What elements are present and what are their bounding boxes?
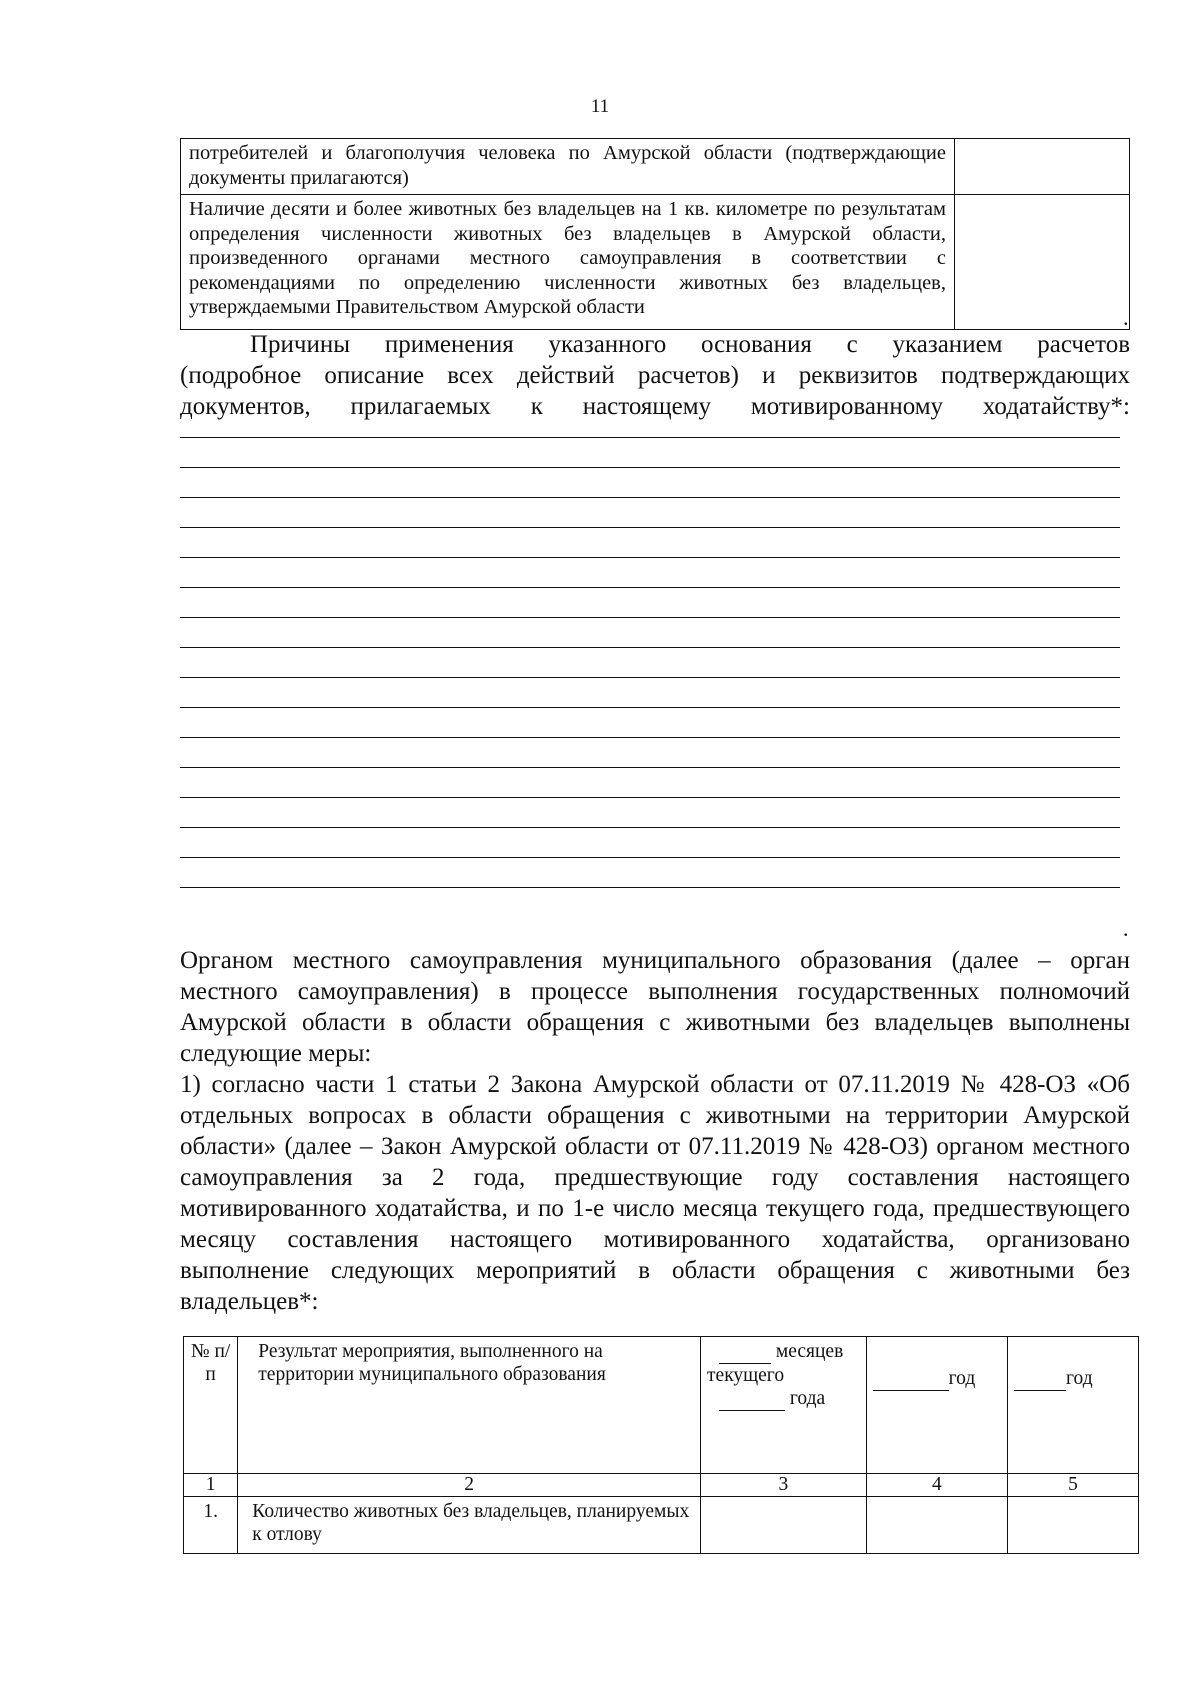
column-number: 3 xyxy=(701,1474,867,1497)
column-number: 1 xyxy=(184,1474,238,1497)
row-value-year4[interactable] xyxy=(866,1497,1007,1554)
header-months: месяцев текущего года xyxy=(701,1337,867,1474)
row-value-year5[interactable] xyxy=(1008,1497,1139,1554)
mark-cell[interactable] xyxy=(955,195,1130,330)
page-number: 11 xyxy=(590,96,610,117)
row-num: 1. xyxy=(184,1497,238,1554)
row-result: Количество животных без владельцев, планируемых к отлову xyxy=(238,1497,701,1554)
item1-paragraph: 1) согласно части 1 статьи 2 Закона Амурской области от 07.11.2019 № 428-ОЗ «Об отдельных вопросах в области обращения с животными на территории Амурской области» (далее – Закон Амурской области от 07.11.2019 № 428-ОЗ) органом местного самоуправления за 2 года, предшествующие году составления настоящего мотивированного ходатайства, и по 1-е число месяца текущего года, предшествующего месяцу составления настоящего мотивированного ходатайства, организовано выполнение следующих мероприятий в области обращения с животными без владельцев*: xyxy=(180,1071,1130,1315)
fill-line[interactable] xyxy=(180,797,1120,798)
reasons-paragraph: Причины применения указанного основания с указанием расчетов (подробное описание всех действий расчетов) и реквизитов подтверждающих документов, прилагаемых к настоящему мотивированному ходатайству*: xyxy=(180,331,1130,420)
fill-line[interactable] xyxy=(180,887,1120,888)
year4-blank[interactable] xyxy=(873,1367,949,1391)
fill-line[interactable] xyxy=(180,767,1120,768)
fill-line[interactable] xyxy=(180,737,1120,738)
fill-line[interactable] xyxy=(180,587,1120,588)
basis-table xyxy=(180,138,1130,330)
fill-line[interactable] xyxy=(180,617,1120,618)
column-number: 2 xyxy=(238,1474,701,1497)
table-row xyxy=(181,195,1130,330)
year5-blank[interactable] xyxy=(1014,1367,1066,1391)
mark-cell[interactable] xyxy=(955,139,1130,195)
fill-line[interactable] xyxy=(180,437,1120,438)
results-table xyxy=(183,1336,1139,1554)
header-year-5: год xyxy=(1008,1337,1139,1474)
table-header-row xyxy=(184,1337,1139,1474)
column-number: 5 xyxy=(1008,1474,1139,1497)
basis-text-cell: Наличие десяти и более животных без владельцев на 1 кв. километре по результатам определения численности животных без владельцев в Амурской области, произведенного органами местного самоуправления в соответствии с рекомендациями по определению численности животных без владельцев, утверждаемыми Правительством Амурской области xyxy=(181,195,955,330)
current-year-blank[interactable] xyxy=(719,1387,785,1411)
column-number-row xyxy=(184,1474,1139,1497)
fill-line[interactable] xyxy=(180,527,1120,528)
header-num: № п/п xyxy=(184,1337,238,1474)
fill-line[interactable] xyxy=(180,497,1120,498)
months-blank[interactable] xyxy=(719,1340,771,1364)
column-number: 4 xyxy=(866,1474,1007,1497)
line-end-dot: . xyxy=(1123,916,1129,941)
table-row xyxy=(181,139,1130,195)
fill-line[interactable] xyxy=(180,707,1120,708)
table-row xyxy=(184,1497,1139,1554)
fill-line[interactable] xyxy=(180,467,1120,468)
header-result: Результат мероприятия, выполненного на территории муниципального образования xyxy=(238,1337,701,1474)
measures-paragraph: Органом местного самоуправления муниципального образования (далее – орган местного самоуправления) в процессе выполнения государственных полномочий Амурской области в области обращения с животными без владельцев выполнены следующие меры: xyxy=(180,947,1130,1067)
stray-dot: . xyxy=(1123,305,1129,330)
fill-line[interactable] xyxy=(180,827,1120,828)
fill-line[interactable] xyxy=(180,557,1120,558)
fill-line[interactable] xyxy=(180,857,1120,858)
row-value-months[interactable] xyxy=(701,1497,867,1554)
fill-line[interactable] xyxy=(180,677,1120,678)
basis-text-cell: потребителей и благополучия человека по Амурской области (подтверждающие документы прилагаются) xyxy=(181,139,955,195)
fill-line[interactable] xyxy=(180,647,1120,648)
header-year-4: год xyxy=(866,1337,1007,1474)
